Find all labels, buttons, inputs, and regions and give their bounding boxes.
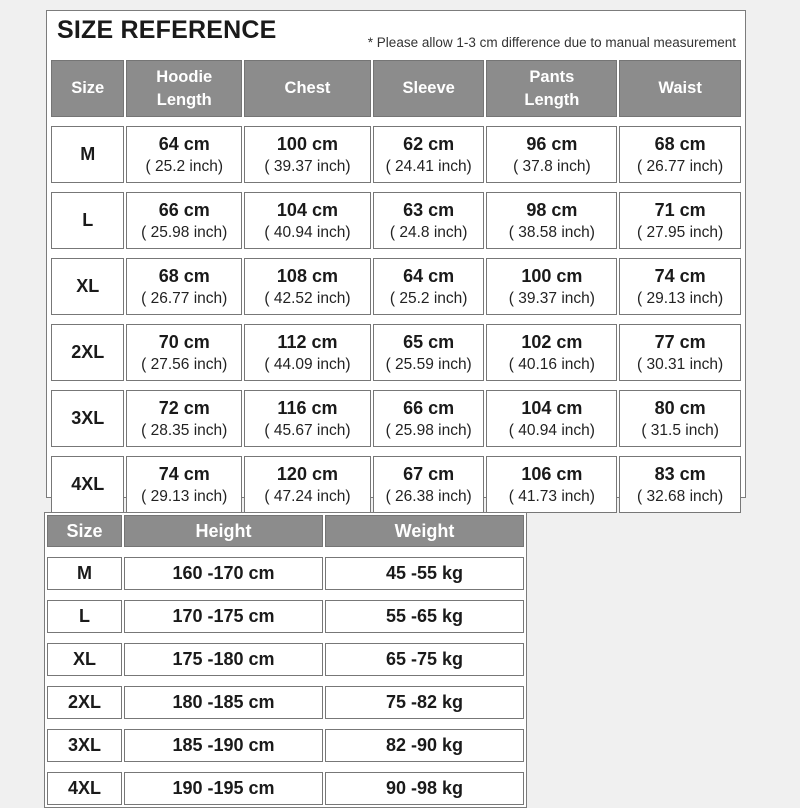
fit-row xyxy=(47,557,524,590)
row-spacer-cell xyxy=(51,449,741,454)
measurement-cell xyxy=(619,258,741,315)
column-header xyxy=(486,60,617,117)
cm-value: 80 cm xyxy=(654,397,706,418)
inch-value: ( 25.98 inch) xyxy=(385,421,472,439)
row-spacer-cell xyxy=(47,764,524,770)
fit-header-row xyxy=(47,515,524,547)
measurement-cell xyxy=(486,258,617,315)
fit-row xyxy=(47,729,524,762)
measurement-note: * Please allow 1-3 cm difference due to manual measurement xyxy=(367,35,736,50)
inch-value: ( 27.95 inch) xyxy=(637,223,724,241)
row-spacer xyxy=(47,721,524,727)
cm-value: 116 cm xyxy=(277,397,338,418)
measurement-cell xyxy=(373,390,485,447)
size-reference-panel xyxy=(46,10,746,505)
size-cell: XL xyxy=(51,258,124,315)
weight-cell: 75 -82 kg xyxy=(325,686,524,719)
row-spacer xyxy=(47,678,524,684)
size-cell: M xyxy=(51,126,124,183)
inch-value: ( 45.67 inch) xyxy=(264,421,351,439)
measurement-cell xyxy=(126,258,242,315)
page-title: SIZE REFERENCE xyxy=(57,16,277,44)
measurement-table xyxy=(49,58,743,515)
column-header xyxy=(244,60,371,117)
measurement-cell xyxy=(244,324,371,381)
cm-value: 66 cm xyxy=(158,199,210,220)
cm-value: 62 cm xyxy=(403,133,455,154)
table-row xyxy=(51,126,741,183)
size-cell: 3XL xyxy=(51,390,124,447)
cm-value: 83 cm xyxy=(654,463,706,484)
cm-value: 108 cm xyxy=(276,265,338,286)
row-spacer xyxy=(51,251,741,256)
inch-value: ( 24.41 inch) xyxy=(385,157,472,175)
inch-value: ( 42.52 inch) xyxy=(264,289,351,307)
column-header xyxy=(51,60,124,117)
size-cell: L xyxy=(51,192,124,249)
inch-value: ( 25.2 inch) xyxy=(389,289,468,307)
inch-value: ( 32.68 inch) xyxy=(637,487,724,505)
table-row xyxy=(51,258,741,315)
cm-value: 64 cm xyxy=(403,265,455,286)
row-spacer xyxy=(51,119,741,124)
inch-value: ( 40.94 inch) xyxy=(508,421,595,439)
height-cell: 190 -195 cm xyxy=(124,772,323,805)
row-spacer-cell xyxy=(47,635,524,641)
column-header-line: Length xyxy=(156,90,212,109)
cm-value: 70 cm xyxy=(158,331,210,352)
row-spacer-cell xyxy=(47,549,524,555)
cm-value: 96 cm xyxy=(526,133,578,154)
weight-cell: 45 -55 kg xyxy=(325,557,524,590)
measurement-cell xyxy=(126,390,242,447)
weight-cell: 82 -90 kg xyxy=(325,729,524,762)
fit-size-cell: M xyxy=(47,557,122,590)
inch-value: ( 29.13 inch) xyxy=(637,289,724,307)
cm-value: 98 cm xyxy=(526,199,578,220)
inch-value: ( 26.77 inch) xyxy=(141,289,228,307)
row-spacer-cell xyxy=(47,678,524,684)
cm-value: 74 cm xyxy=(158,463,210,484)
height-cell: 180 -185 cm xyxy=(124,686,323,719)
fit-row xyxy=(47,643,524,676)
inch-value: ( 44.09 inch) xyxy=(264,355,351,373)
height-cell: 185 -190 cm xyxy=(124,729,323,762)
inch-value: ( 40.16 inch) xyxy=(508,355,595,373)
measurement-cell xyxy=(619,324,741,381)
fit-size-cell: 3XL xyxy=(47,729,122,762)
fit-column-header: Height xyxy=(124,515,323,547)
height-cell: 170 -175 cm xyxy=(124,600,323,633)
row-spacer xyxy=(51,449,741,454)
table-row xyxy=(51,456,741,513)
column-header-line: Chest xyxy=(284,79,331,98)
measurement-header-row xyxy=(51,60,741,117)
cm-value: 120 cm xyxy=(276,463,338,484)
inch-value: ( 25.98 inch) xyxy=(141,223,228,241)
inch-value: ( 39.37 inch) xyxy=(264,157,351,175)
column-header xyxy=(373,60,485,117)
table-row xyxy=(51,192,741,249)
measurement-cell xyxy=(619,192,741,249)
fit-row xyxy=(47,772,524,805)
measurement-cell xyxy=(126,324,242,381)
column-header-line: Waist xyxy=(658,79,702,98)
inch-value: ( 26.77 inch) xyxy=(637,157,724,175)
inch-value: ( 41.73 inch) xyxy=(508,487,595,505)
inch-value: ( 31.5 inch) xyxy=(641,421,719,439)
column-header-line: Size xyxy=(71,79,105,98)
inch-value: ( 26.38 inch) xyxy=(385,487,472,505)
column-header xyxy=(619,60,741,117)
measurement-cell xyxy=(373,126,485,183)
row-spacer-cell xyxy=(51,251,741,256)
cm-value: 64 cm xyxy=(158,133,210,154)
inch-value: ( 25.2 inch) xyxy=(145,157,224,175)
column-header xyxy=(126,60,242,117)
table-row xyxy=(51,390,741,447)
measurement-cell xyxy=(486,390,617,447)
column-header-line: Pants xyxy=(529,68,575,87)
inch-value: ( 30.31 inch) xyxy=(637,355,724,373)
measurement-cell xyxy=(126,456,242,513)
column-header-line: Sleeve xyxy=(402,79,455,98)
cm-value: 72 cm xyxy=(158,397,210,418)
column-header-line: Hoodie xyxy=(156,68,213,87)
height-cell: 160 -170 cm xyxy=(124,557,323,590)
measurement-cell xyxy=(244,258,371,315)
cm-value: 104 cm xyxy=(521,397,583,418)
measurement-cell xyxy=(244,126,371,183)
fit-column-header: Weight xyxy=(325,515,524,547)
measurement-cell xyxy=(373,192,485,249)
measurement-cell xyxy=(244,390,371,447)
row-spacer-cell xyxy=(47,721,524,727)
row-spacer-cell xyxy=(51,317,741,322)
cm-value: 106 cm xyxy=(521,463,583,484)
column-header-line: Length xyxy=(524,90,580,109)
inch-value: ( 24.8 inch) xyxy=(389,223,468,241)
row-spacer-cell xyxy=(51,185,741,190)
size-cell: 4XL xyxy=(51,456,124,513)
row-spacer xyxy=(51,383,741,388)
fit-row xyxy=(47,686,524,719)
inch-value: ( 47.24 inch) xyxy=(264,487,351,505)
table-row xyxy=(51,324,741,381)
cm-value: 71 cm xyxy=(654,199,706,220)
inch-value: ( 40.94 inch) xyxy=(264,223,351,241)
measurement-cell xyxy=(244,192,371,249)
cm-value: 68 cm xyxy=(654,133,706,154)
cm-value: 100 cm xyxy=(521,265,583,286)
cm-value: 66 cm xyxy=(403,397,455,418)
fit-size-cell: XL xyxy=(47,643,122,676)
cm-value: 104 cm xyxy=(276,199,338,220)
row-spacer xyxy=(47,549,524,555)
fit-size-cell: 4XL xyxy=(47,772,122,805)
row-spacer-cell xyxy=(51,383,741,388)
measurement-cell xyxy=(619,456,741,513)
measurement-cell xyxy=(373,456,485,513)
cm-value: 74 cm xyxy=(654,265,706,286)
cm-value: 77 cm xyxy=(654,331,706,352)
measurement-cell xyxy=(126,192,242,249)
cm-value: 112 cm xyxy=(277,331,338,352)
inch-value: ( 37.8 inch) xyxy=(513,157,591,175)
cm-value: 65 cm xyxy=(403,331,455,352)
measurement-cell xyxy=(373,258,485,315)
size-cell: 2XL xyxy=(51,324,124,381)
measurement-cell xyxy=(486,126,617,183)
row-spacer xyxy=(47,635,524,641)
row-spacer xyxy=(47,764,524,770)
measurement-cell xyxy=(486,192,617,249)
inch-value: ( 28.35 inch) xyxy=(141,421,228,439)
fit-column-header: Size xyxy=(47,515,122,547)
inch-value: ( 39.37 inch) xyxy=(508,289,595,307)
row-spacer-cell xyxy=(47,592,524,598)
inch-value: ( 29.13 inch) xyxy=(141,487,228,505)
fit-table xyxy=(44,512,527,808)
fit-row xyxy=(47,600,524,633)
inch-value: ( 25.59 inch) xyxy=(385,355,472,373)
cm-value: 63 cm xyxy=(403,199,455,220)
fit-size-cell: 2XL xyxy=(47,686,122,719)
measurement-cell xyxy=(373,324,485,381)
row-spacer xyxy=(51,185,741,190)
weight-cell: 55 -65 kg xyxy=(325,600,524,633)
measurement-cell xyxy=(486,324,617,381)
cm-value: 100 cm xyxy=(276,133,338,154)
measurement-cell xyxy=(486,456,617,513)
weight-cell: 90 -98 kg xyxy=(325,772,524,805)
height-cell: 175 -180 cm xyxy=(124,643,323,676)
row-spacer xyxy=(47,592,524,598)
cm-value: 67 cm xyxy=(403,463,455,484)
measurement-cell xyxy=(619,390,741,447)
inch-value: ( 27.56 inch) xyxy=(141,355,228,373)
measurement-cell xyxy=(619,126,741,183)
fit-size-cell: L xyxy=(47,600,122,633)
cm-value: 68 cm xyxy=(158,265,210,286)
row-spacer xyxy=(51,317,741,322)
weight-cell: 65 -75 kg xyxy=(325,643,524,676)
cm-value: 102 cm xyxy=(521,331,583,352)
row-spacer-cell xyxy=(51,119,741,124)
measurement-cell xyxy=(244,456,371,513)
inch-value: ( 38.58 inch) xyxy=(508,223,595,241)
measurement-cell xyxy=(126,126,242,183)
